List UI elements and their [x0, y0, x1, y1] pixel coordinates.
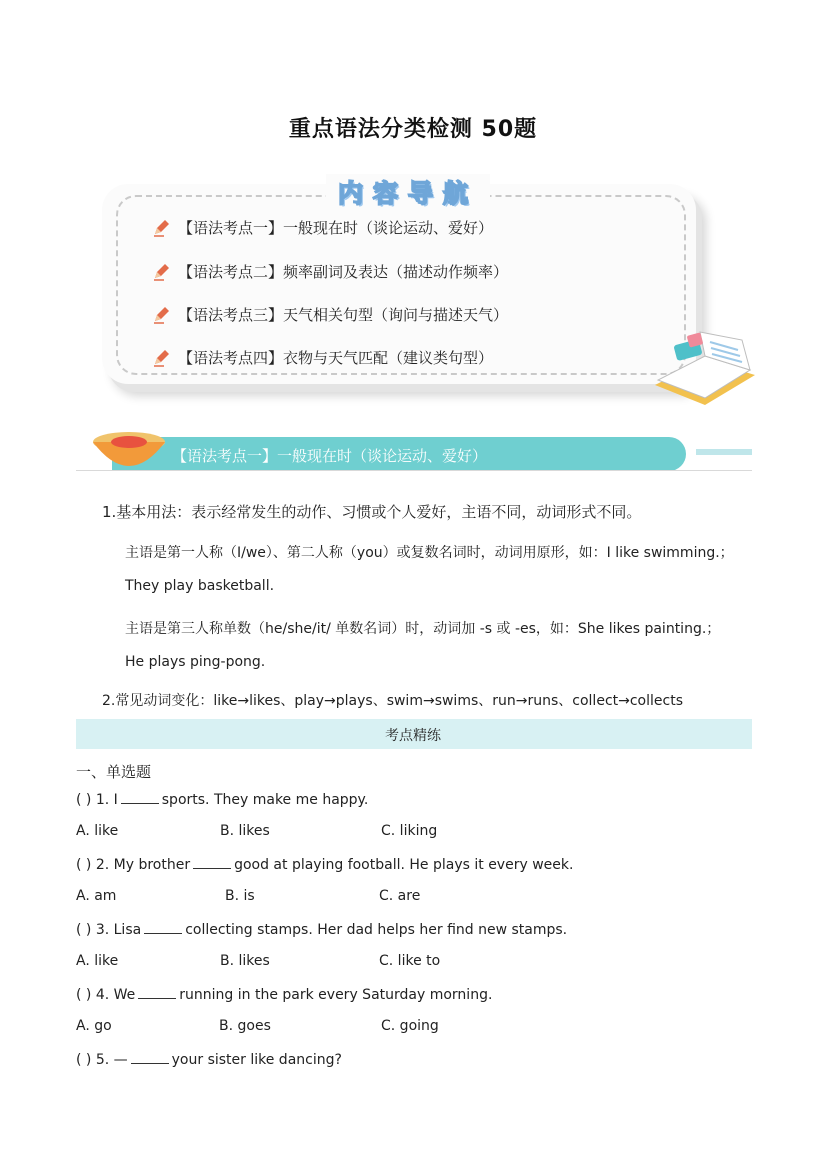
answer-blank[interactable]: [121, 791, 159, 804]
answer-blank[interactable]: [138, 986, 176, 999]
banner-accent-bar: [696, 449, 752, 455]
answer-blank[interactable]: [144, 921, 182, 934]
nav-item-label: 【语法考点二】频率副词及表达（描述动作频率）: [178, 263, 509, 281]
option-a[interactable]: A. am: [76, 888, 117, 904]
option-b[interactable]: B. goes: [219, 1018, 271, 1034]
option-a[interactable]: A. like: [76, 953, 119, 969]
question-5: ( ) 5. — your sister like dancing?: [76, 1052, 342, 1068]
nav-item-label: 【语法考点四】衣物与天气匹配（建议类句型）: [178, 349, 494, 367]
question-3: ( ) 3. Lisa collecting stamps. Her dad helps her find new stamps.: [76, 922, 568, 938]
nav-item-3: [152, 304, 508, 325]
question-1: ( ) 1. I sports. They make me happy.: [76, 792, 369, 808]
pencil-icon: [152, 306, 170, 324]
rule-2: 2.常见动词变化：like→likes、play→plays、swim→swims、run→runs、collect→collects: [102, 693, 683, 709]
option-b[interactable]: B. is: [225, 888, 255, 904]
rule-1b-line1: 主语是第三人称单数（he/she/it/ 单数名词）时，动词加 -s 或 -es，如：She likes painting.；: [125, 621, 721, 637]
pencil-icon: [152, 263, 170, 281]
option-c[interactable]: C. are: [379, 888, 421, 904]
rule-1a-line2: They play basketball.: [125, 578, 275, 594]
rule-1b-line2: He plays ping-pong.: [125, 654, 266, 670]
practice-band-title: 考点精练: [385, 728, 441, 744]
answer-blank[interactable]: [131, 1051, 169, 1064]
nav-item-2: [152, 261, 508, 282]
option-a[interactable]: A. go: [76, 1018, 112, 1034]
option-b[interactable]: B. likes: [220, 823, 270, 839]
pencil-icon: [152, 219, 170, 237]
question-type-heading: 一、单选题: [76, 763, 152, 781]
nav-item-1: [152, 217, 493, 238]
page-title: 重点语法分类检测 50题: [288, 117, 538, 142]
option-a[interactable]: A. like: [76, 823, 119, 839]
question-4: ( ) 4. We running in the park every Saturday morning.: [76, 987, 493, 1003]
nav-item-4: [152, 347, 493, 368]
section-banner-title: 【语法考点一】一般现在时（谈论运动、爱好）: [172, 447, 488, 465]
section-divider: [76, 470, 752, 471]
banner-decoration-icon: [90, 430, 168, 474]
rule-1: 1.基本用法：表示经常发生的动作、习惯或个人爱好，主语不同，动词形式不同。: [102, 503, 642, 521]
option-b[interactable]: B. likes: [220, 953, 270, 969]
content-nav-heading: 内容导航: [326, 174, 490, 210]
open-book-icon: [650, 330, 760, 420]
answer-blank[interactable]: [193, 856, 231, 869]
rule-1a-line1: 主语是第一人称（I/we）、第二人称（you）或复数名词时，动词用原形，如：I like swimming.；: [125, 545, 734, 561]
nav-item-label: 【语法考点一】一般现在时（谈论运动、爱好）: [178, 219, 494, 237]
option-c[interactable]: C. liking: [381, 823, 438, 839]
pencil-icon: [152, 349, 170, 367]
option-c[interactable]: C. like to: [379, 953, 441, 969]
nav-item-label: 【语法考点三】天气相关句型（询问与描述天气）: [178, 306, 509, 324]
question-2: ( ) 2. My brother good at playing football. He plays it every week.: [76, 857, 574, 873]
option-c[interactable]: C. going: [381, 1018, 439, 1034]
